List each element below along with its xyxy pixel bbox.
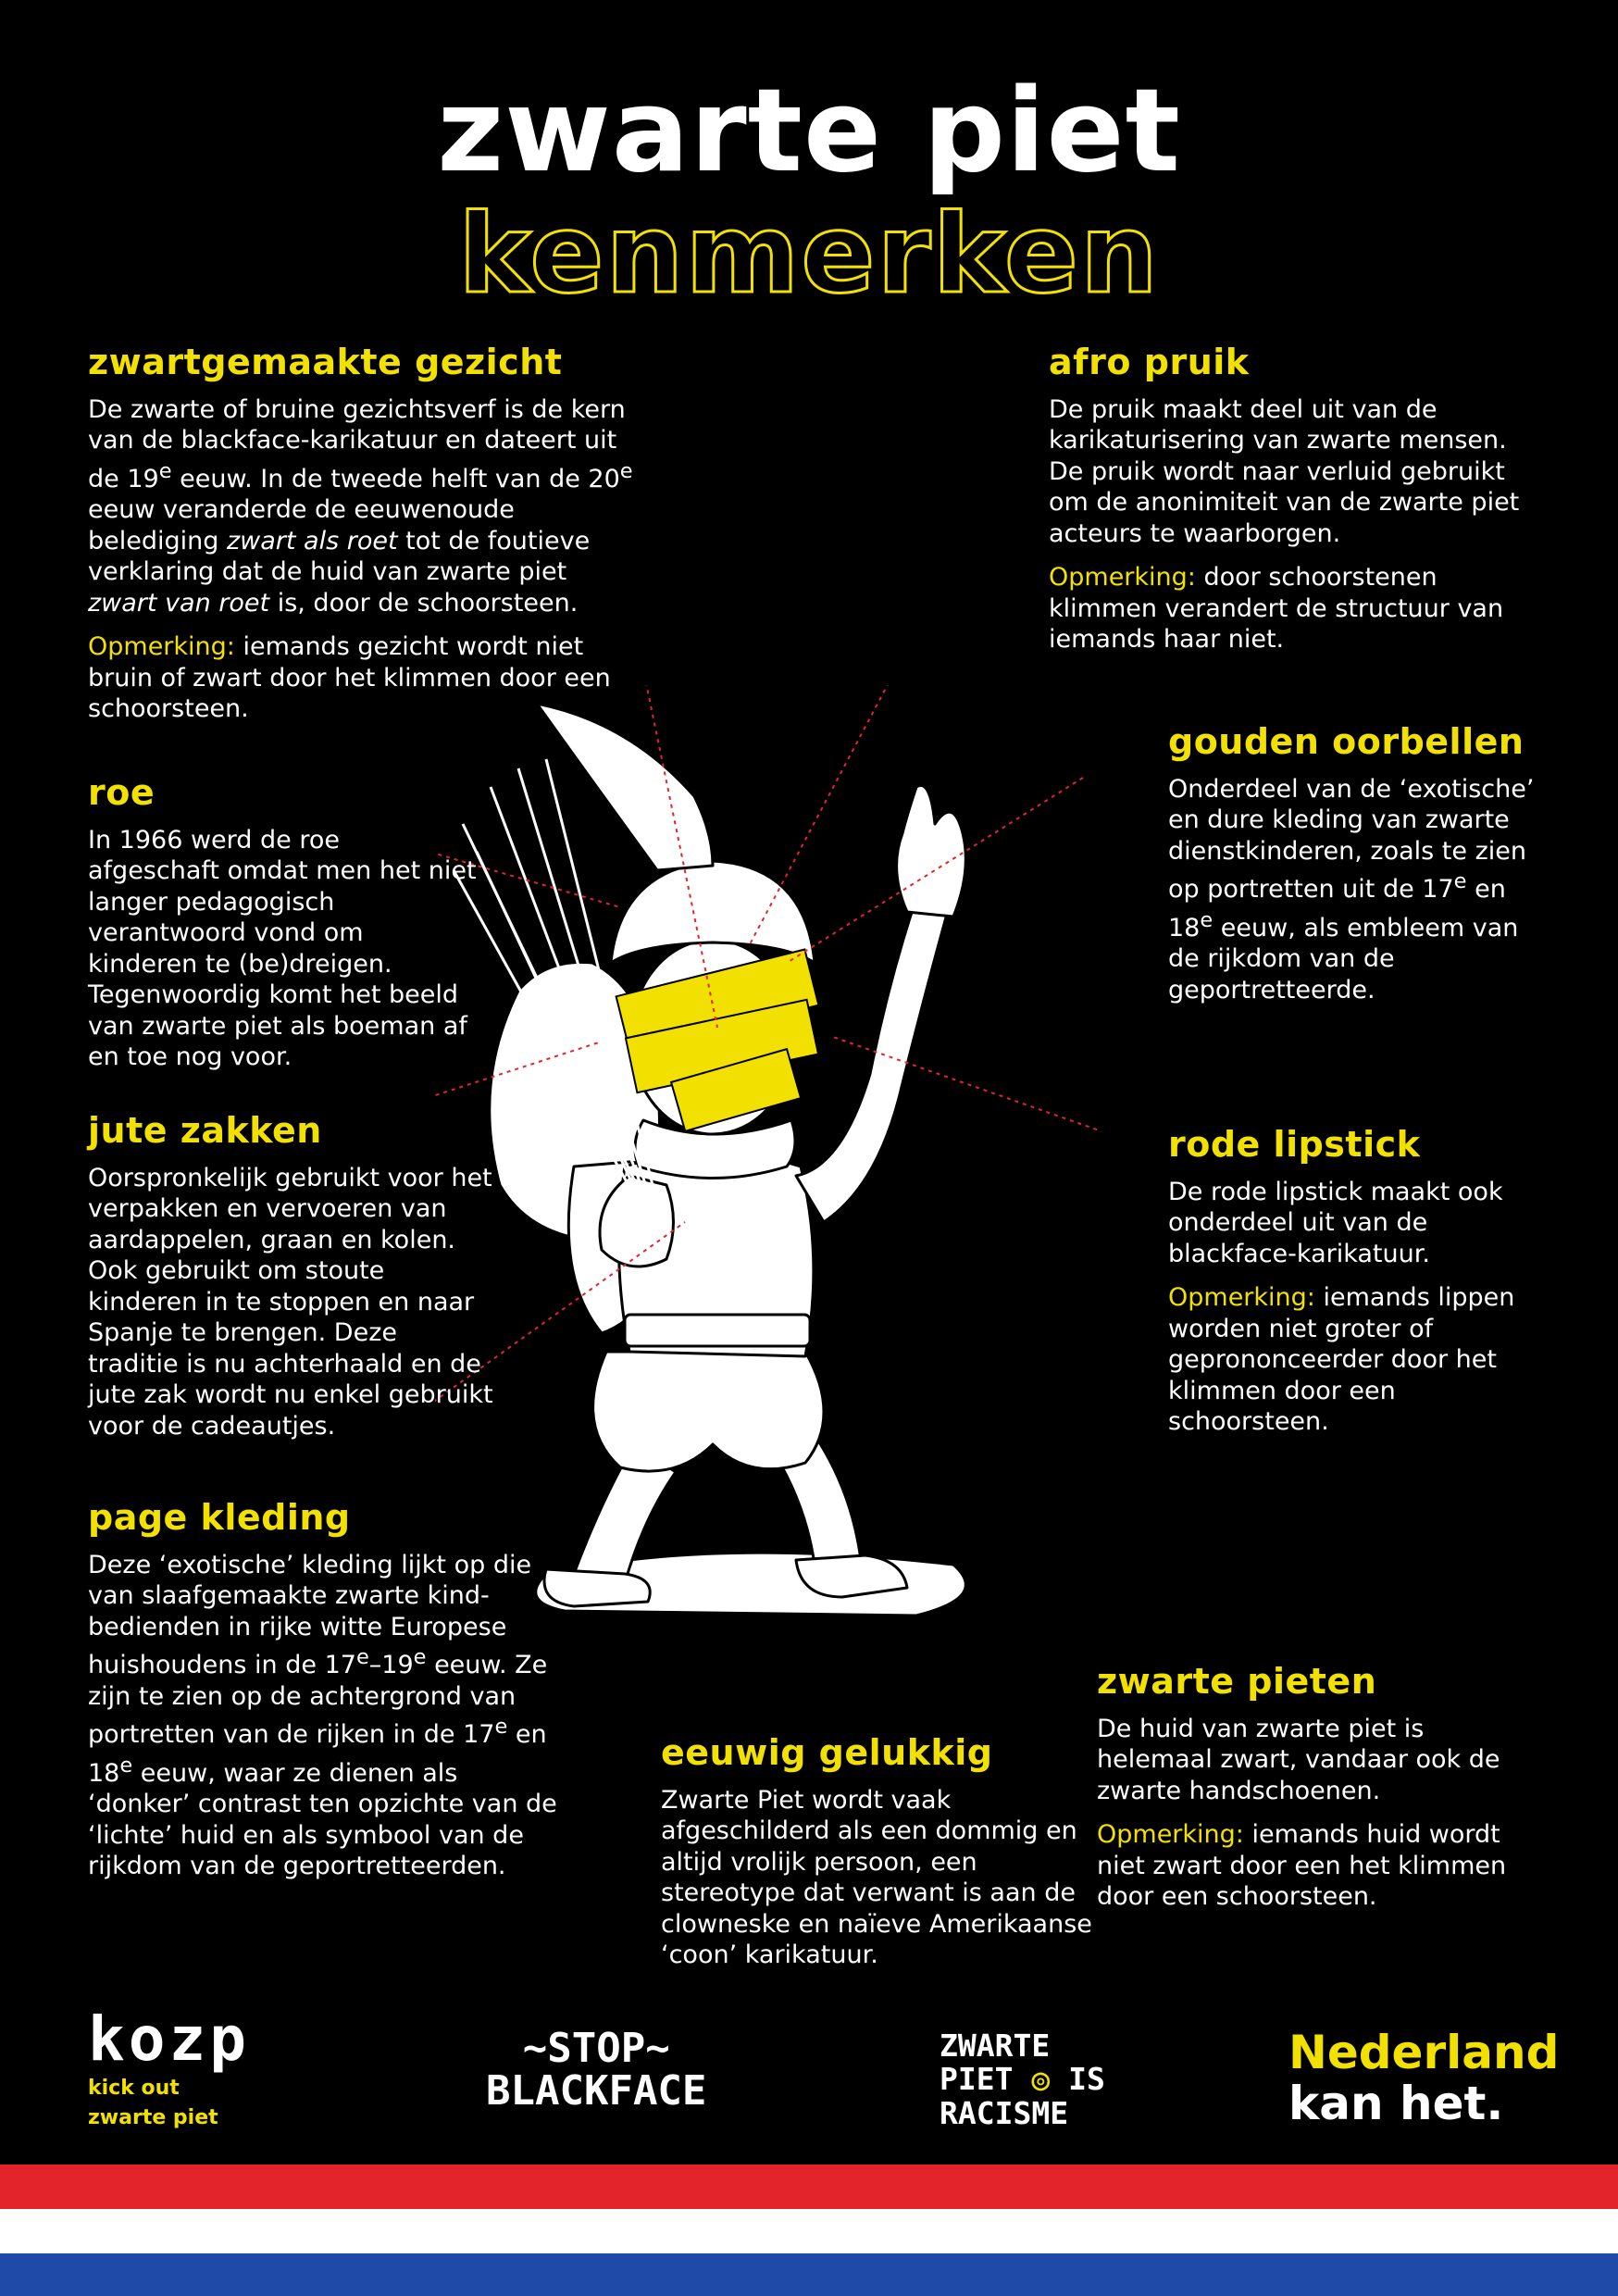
zpr-line-3: RACISME [940,2094,1069,2131]
heading-afro-pruik: afro pruik [1049,342,1250,382]
heading-page-kleding: page kleding [88,1497,351,1538]
heading-rode-lipstick: rode lipstick [1168,1124,1421,1165]
stop-blackface-logo [486,2025,707,2115]
note-rode-lipstick: Opmerking: iemands lippen worden niet groter of geprononceerder door het klimmen door een schoorsteen. [1168,1283,1515,1437]
kozp-logo [88,2003,250,2130]
nl-line-1: Nederland [1288,2026,1560,2079]
section-zwartgemaakte-gezicht [88,343,643,738]
nl-line-2: kan het. [1288,2077,1504,2130]
body-eeuwig-gelukkig: Zwarte Piet wordt vaak afgeschilderd als een dommig en altijd vrolijk persoon, een stereotype dat verwant is aan de clowneske en naïeve Amerikaanse ‘coon’ karikatuur. [661,1785,1092,1970]
heading-zwarte-pieten: zwarte pieten [1097,1661,1377,1702]
section-roe [88,773,477,1086]
body-gouden-oorbellen: Onderdeel van de ‘exotische’ en dure kleding van zwarte dienstkinderen, zoals te zien op portretten uit de 17e en 18e eeuw, als embleem van de rijkdom van de geportretteerde. [1168,774,1535,1004]
belt-shape [625,1315,810,1346]
zpr-line-1: ZWARTE [940,2028,1051,2064]
heading-jute-zakken: jute zakken [88,1110,322,1151]
flag-stripe-blue [0,2253,1618,2296]
zpr-line-2: PIET ◎ IS [940,2061,1105,2098]
flag-stripe-red [0,2165,1618,2209]
body-roe: In 1966 werd de roe afgeschaft omdat men het niet langer pedagogisch verantwoord vond om kinderen te (be)dreigen. Tegenwoordig komt het beeld van zwarte piet als boeman af en toe nog voor. [88,825,477,1072]
stop-line: ~STOP~ [522,2025,670,2072]
kozp-subtitle-1: kick out [88,2077,180,2100]
body-zwartgemaakte-gezicht: De zwarte of bruine gezichtsverf is de kern van de blackface-karikatuur en dateert uit de 19e eeuw. In de tweede helft van de 20e eeuw veranderde de eeuwenoude belediging zwart als roet tot de foutieve verklaring dat de huid van zwarte piet zwart van roet is, door de schoorsteen. [88,394,633,618]
flag-stripe-white [0,2209,1618,2253]
left-shoe [544,1569,650,1606]
right-shoe [796,1555,907,1597]
section-zwarte-pieten [1097,1662,1532,1926]
heading-roe: roe [88,772,156,813]
heading-zwartgemaakte-gezicht: zwartgemaakte gezicht [88,342,563,382]
section-rode-lipstick [1168,1125,1538,1451]
breeches-shape [593,1352,824,1471]
body-rode-lipstick: De rode lipstick maakt ook onderdeel uit van de blackface-karikatuur. [1168,1177,1503,1268]
body-zwarte-pieten: De huid van zwarte piet is helemaal zwart, vandaar ook de zwarte handschoenen. [1097,1714,1500,1805]
zwarte-piet-is-racisme-logo [940,2029,1105,2130]
body-jute-zakken: Oorspronkelijk gebruikt voor het verpakken en vervoeren van aardappelen, graan en kolen. Ook gebruikt om stoute kinderen in te stoppen en naar Spanje te brengen. Deze traditie is nu achterhaald en de jute zak wordt nu enkel gebruikt voor de cadeautjes. [88,1163,493,1441]
blackface-line: BLACKFACE [486,2067,707,2115]
heading-gouden-oorbellen: gouden oorbellen [1168,721,1525,762]
title-line-2: kenmerken [458,190,1160,318]
raised-arm [796,898,949,1222]
nederland-kan-het-logo [1288,2028,1559,2129]
section-jute-zakken [88,1111,495,1454]
heading-eeuwig-gelukkig: eeuwig gelukkig [661,1732,993,1773]
note-zwarte-pieten: Opmerking: iemands huid wordt niet zwart door een het klimmen door een schoorsteen. [1097,1820,1507,1912]
zpr-lollipop-icon: ◎ [1031,2061,1051,2098]
note-afro-pruik: Opmerking: door schoorstenen klimmen verandert de structuur van iemands haar niet. [1049,563,1504,655]
section-eeuwig-gelukkig [661,1733,1096,1984]
section-afro-pruik [1049,343,1521,668]
section-gouden-oorbellen [1168,722,1538,1018]
body-afro-pruik: De pruik maakt deel uit van de karikaturisering van zwarte mensen. De pruik wordt naar verluid gebruikt om de anonimiteit van de zwarte piet acteurs te waarborgen. [1049,394,1520,548]
raised-glove [897,785,966,917]
title-line-1: zwarte piet [437,65,1181,198]
body-page-kleding: Deze ‘exotische’ kleding lijkt op die van slaafgemaakte zwarte kind-bedienden in rijke witte Europese huishoudens in de 17e–19e eeuw. Ze zijn te zien op de achtergrond van portretten van de rijken in de 17e en 18e eeuw, waar ze dienen als ‘donker’ contrast ten opzichte van de ‘lichte’ huid en als symbool van de rijkdom van de geportretteerden. [88,1550,557,1881]
kozp-subtitle-2: zwarte piet [88,2106,218,2130]
section-page-kleding [88,1498,560,1895]
kozp-mark: kozp [88,2003,250,2075]
note-zwartgemaakte-gezicht: Opmerking: iemands gezicht wordt niet bruin of zwart door het klimmen door een schoorsteen. [88,632,611,724]
